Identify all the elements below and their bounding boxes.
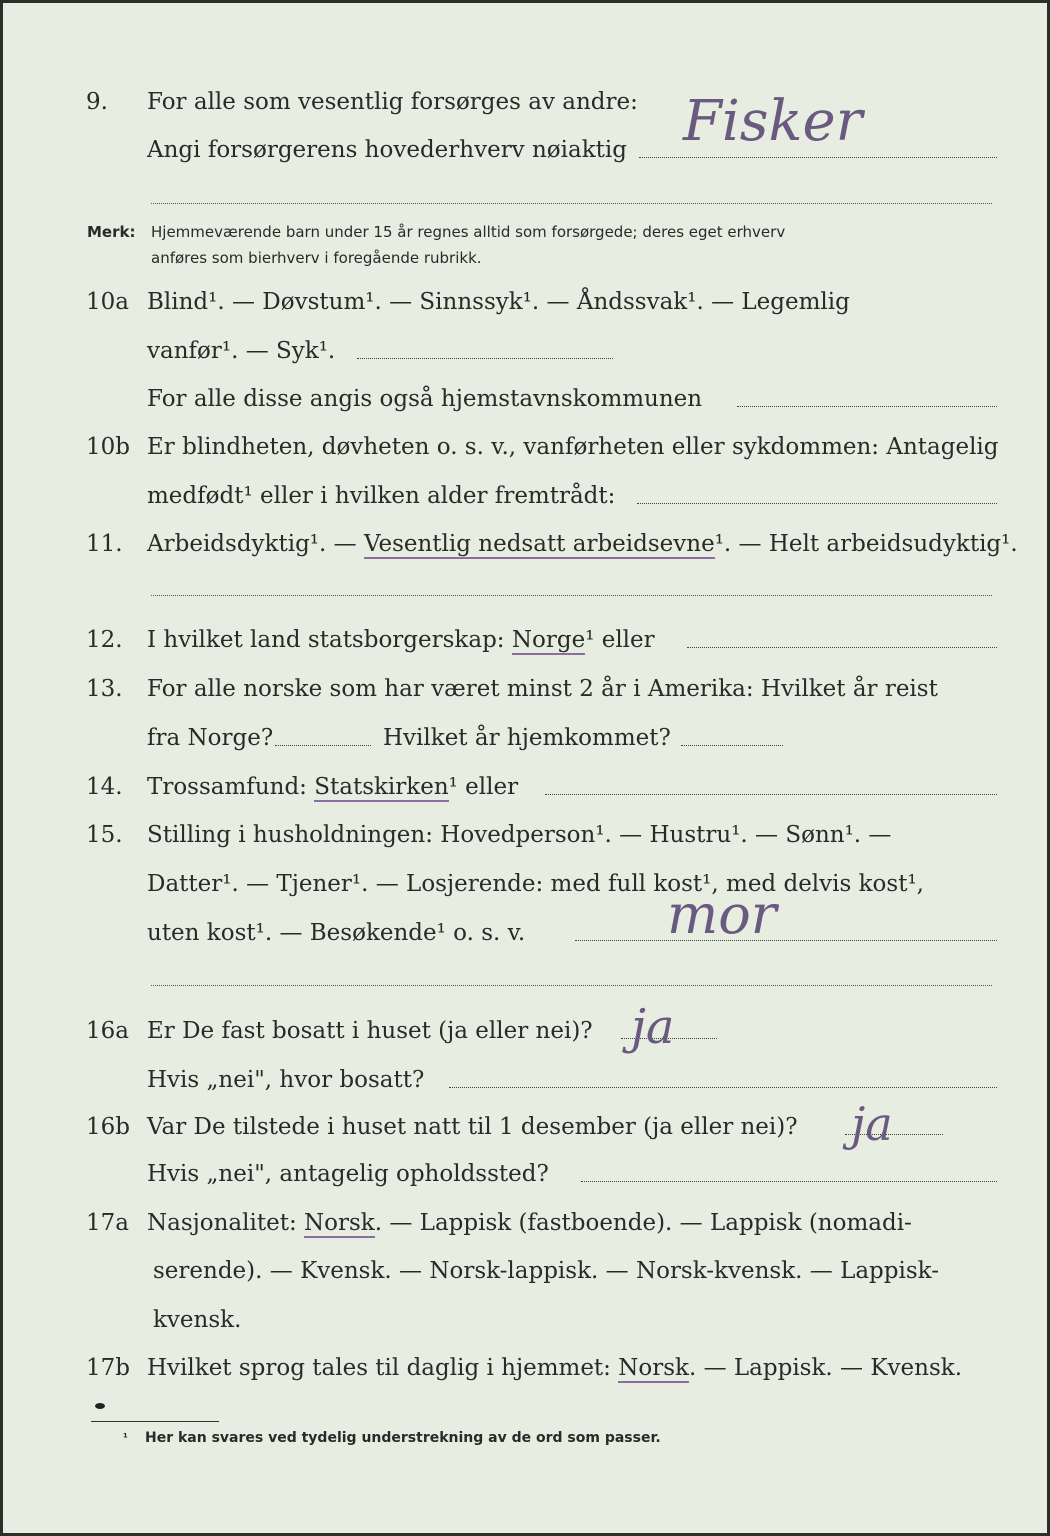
- q16b-handwritten-answer: ja: [851, 1097, 893, 1151]
- q17b-text-post: . — Lappisk. — Kvensk.: [688, 1355, 962, 1381]
- q9-text-line1: For alle som vesentlig forsørges av andre:: [147, 89, 638, 115]
- q15-answer-line: [575, 920, 997, 941]
- q10a-kommune-line: [737, 386, 997, 407]
- q17a-text-line2: serende). — Kvensk. — Norsk-lappisk. — Norsk-kvensk. — Lappisk-: [153, 1258, 939, 1284]
- q15-number: 15.: [86, 822, 123, 848]
- q13-text-line2b: Hvilket år hjemkommet?: [383, 725, 671, 751]
- q16b-text-line1: Var De tilstede i huset natt til 1 desember (ja eller nei)?: [147, 1114, 798, 1140]
- q13-number: 13.: [86, 676, 123, 702]
- q16b-whereabouts-line: [581, 1161, 997, 1182]
- q9-number: 9.: [86, 89, 108, 115]
- q16b-text-line2: Hvis „nei", antagelig opholdssted?: [147, 1161, 549, 1187]
- q16a-number: 16a: [86, 1018, 129, 1044]
- q10a-text-line1: Blind¹. — Døvstum¹. — Sinnssyk¹. — Åndssvak¹. — Legemlig: [147, 289, 850, 315]
- q17b-underlined-answer: Norsk: [618, 1355, 689, 1381]
- q14-answer-line: [545, 774, 997, 795]
- q16a-text-line1: Er De fast bosatt i huset (ja eller nei)?: [147, 1018, 593, 1044]
- q13-year-left-line: [275, 725, 371, 746]
- q15-text-line3: uten kost¹. — Besøkende¹ o. s. v.: [147, 920, 526, 946]
- q14-text-pre: Trossamfund:: [147, 774, 315, 800]
- q17b-text: [147, 1353, 962, 1383]
- merk-label: Merk:: [87, 223, 136, 241]
- q9-text-line2: Angi forsørgerens hovederhverv nøiaktig: [147, 137, 627, 163]
- merk-text-line1: Hjemmeværende barn under 15 år regnes alltid som forsørgede; deres eget erhverv: [151, 223, 786, 241]
- footnote-text: Her kan svares ved tydelig understrekning av de ord som passer.: [145, 1430, 661, 1446]
- q12-number: 12.: [86, 627, 123, 653]
- q10a-answer-line: [357, 338, 613, 359]
- q10b-answer-line: [637, 483, 997, 504]
- q17a-text: [147, 1208, 912, 1238]
- q17a-text-line3: kvensk.: [153, 1307, 242, 1333]
- q10b-number: 10b: [86, 434, 130, 460]
- q12-answer-line: [687, 627, 997, 648]
- q15-handwritten-answer: mor: [667, 883, 777, 946]
- q16a-residence-line: [449, 1067, 997, 1088]
- divider: [151, 985, 992, 986]
- q10b-text-line1: Er blindheten, døvheten o. s. v., vanførheten eller sykdommen: Antagelig: [147, 434, 999, 460]
- q14-text-post: ¹ eller: [448, 774, 519, 800]
- q15-text-line1: Stilling i husholdningen: Hovedperson¹. — Hustru¹. — Sønn¹. —: [147, 822, 892, 848]
- q16a-handwritten-answer: ja: [631, 999, 675, 1055]
- footnote-rule: [91, 1421, 219, 1422]
- divider: [151, 203, 992, 204]
- divider: [151, 595, 992, 596]
- q11-text-pre: Arbeidsdyktig¹. —: [147, 531, 364, 557]
- q12-text-pre: I hvilket land statsborgerskap:: [147, 627, 512, 653]
- ink-blot: [95, 1403, 105, 1409]
- q12-underlined-answer: Norge: [511, 627, 586, 653]
- q13-year-returned-line: [681, 725, 783, 746]
- q14-text: [147, 772, 518, 802]
- q17a-text-line1-rest: . — Lappisk (fastboende). — Lappisk (nomadi-: [374, 1210, 912, 1236]
- q10a-text-line3: For alle disse angis også hjemstavnskommunen: [147, 386, 703, 412]
- q11-text-post: ¹. — Helt arbeidsudyktig¹.: [714, 531, 1018, 557]
- q15-text-line2: Datter¹. — Tjener¹. — Losjerende: med full kost¹, med delvis kost¹,: [147, 871, 924, 897]
- q17a-underlined-answer: Norsk: [304, 1210, 375, 1236]
- q10a-number: 10a: [86, 289, 129, 315]
- q10a-text-line2: vanfør¹. — Syk¹.: [147, 338, 336, 364]
- q13-text-line1: For alle norske som har været minst 2 år i Amerika: Hvilket år reist: [147, 676, 938, 702]
- q9-handwritten-answer: Fisker: [683, 89, 863, 154]
- q17b-number: 17b: [86, 1355, 130, 1381]
- q12-text-post: ¹ eller: [585, 627, 655, 653]
- q16b-number: 16b: [86, 1114, 130, 1140]
- q16a-text-line2: Hvis „nei", hvor bosatt?: [147, 1067, 425, 1093]
- q17a-text-pre: Nasjonalitet:: [147, 1210, 305, 1236]
- merk-text-line2: anføres som bierhverv i foregående rubrikk.: [151, 249, 482, 267]
- q17b-text-pre: Hvilket sprog tales til daglig i hjemmet:: [147, 1355, 619, 1381]
- q14-underlined-answer: Statskirken: [314, 774, 449, 800]
- q11-underlined-answer: Vesentlig nedsatt arbeidsevne: [363, 531, 715, 557]
- q17a-number: 17a: [86, 1210, 129, 1236]
- q11-text: [147, 529, 1018, 559]
- q14-number: 14.: [86, 774, 123, 800]
- footnote-mark: ¹: [123, 1431, 128, 1444]
- q10b-text-line2: medfødt¹ eller i hvilken alder fremtrådt:: [147, 483, 616, 509]
- q11-number: 11.: [86, 531, 123, 557]
- q13-text-line2a: fra Norge?: [147, 725, 274, 751]
- q12-text: [147, 625, 655, 655]
